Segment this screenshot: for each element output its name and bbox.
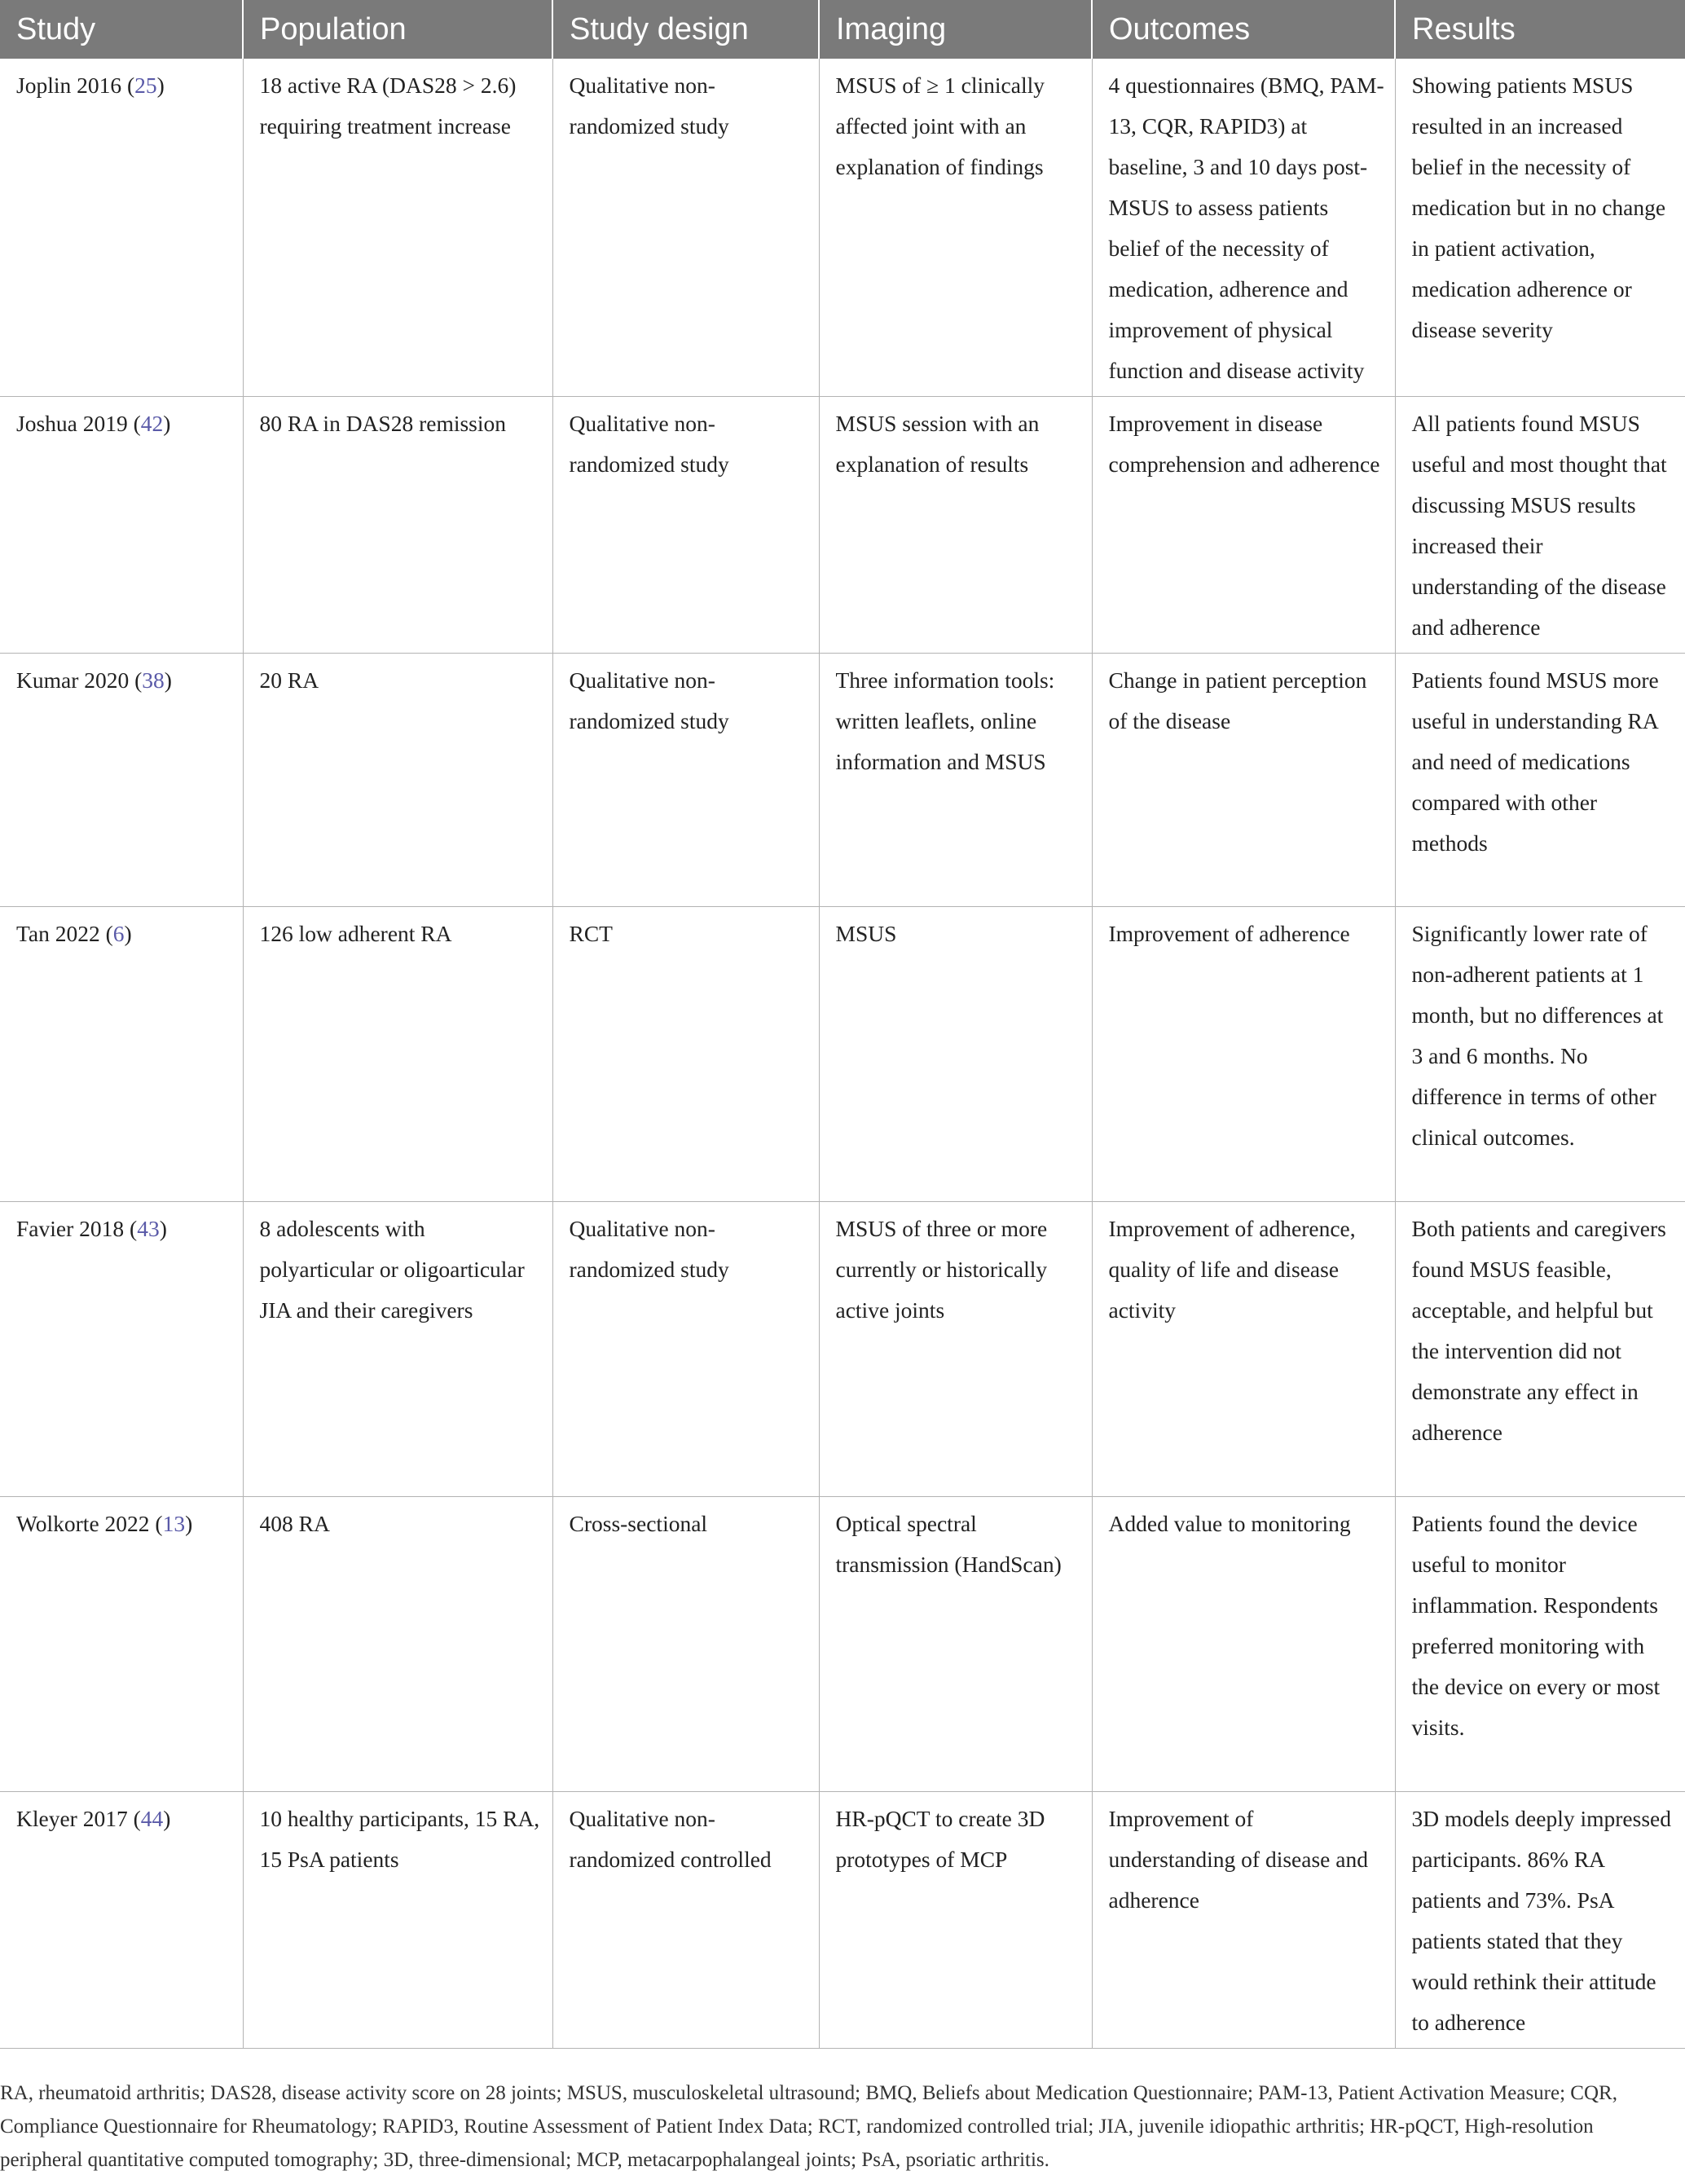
cell-results: Patients found MSUS more useful in understanding RA and need of medications compared with other methods xyxy=(1395,654,1685,907)
table-row xyxy=(0,907,1685,1202)
cell-outcomes: Change in patient perception of the disease xyxy=(1092,654,1395,907)
cell-study-design: Qualitative non-randomized study xyxy=(552,654,819,907)
cell-study-design: Cross-sectional xyxy=(552,1497,819,1792)
table-row xyxy=(0,59,1685,397)
cell-results: Both patients and caregivers found MSUS feasible, acceptable, and helpful but the intervention did not demonstrate any effect in adherence xyxy=(1395,1202,1685,1497)
table-row xyxy=(0,1202,1685,1497)
reference-link[interactable]: 6 xyxy=(112,921,125,946)
table-row xyxy=(0,1497,1685,1792)
cell-imaging: Three information tools: written leaflets, online information and MSUS xyxy=(819,654,1092,907)
cell-imaging: MSUS session with an explanation of results xyxy=(819,397,1092,654)
reference-link[interactable]: 38 xyxy=(142,667,165,693)
study-name: Kumar 2020 xyxy=(16,667,130,693)
header-outcomes: Outcomes xyxy=(1092,0,1395,59)
cell-study: Kumar 2020 (38) xyxy=(0,654,243,907)
cell-population: 18 active RA (DAS28 > 2.6) requiring treatment increase xyxy=(243,59,552,397)
cell-outcomes: Added value to monitoring xyxy=(1092,1497,1395,1792)
reference-link[interactable]: 42 xyxy=(140,411,164,436)
cell-population: 8 adolescents with polyarticular or oligoarticular JIA and their caregivers xyxy=(243,1202,552,1497)
study-name: Joshua 2019 xyxy=(16,411,128,436)
cell-population: 408 RA xyxy=(243,1497,552,1792)
cell-population: 126 low adherent RA xyxy=(243,907,552,1202)
cell-results: Significantly lower rate of non-adherent patients at 1 month, but no differences at 3 and 6 months. No difference in terms of other clinical outcomes. xyxy=(1395,907,1685,1202)
cell-study: Joshua 2019 (42) xyxy=(0,397,243,654)
cell-study: Joplin 2016 (25) xyxy=(0,59,243,397)
table-row xyxy=(0,1792,1685,2049)
cell-study-design: Qualitative non-randomized study xyxy=(552,59,819,397)
table-header-row xyxy=(0,0,1685,59)
cell-imaging: MSUS of ≥ 1 clinically affected joint with an explanation of findings xyxy=(819,59,1092,397)
cell-study-design: Qualitative non-randomized controlled xyxy=(552,1792,819,2049)
cell-population: 10 healthy participants, 15 RA, 15 PsA patients xyxy=(243,1792,552,2049)
cell-results: All patients found MSUS useful and most thought that discussing MSUS results increased their understanding of the disease and adherence xyxy=(1395,397,1685,654)
cell-study: Wolkorte 2022 (13) xyxy=(0,1497,243,1792)
reference-link[interactable]: 13 xyxy=(162,1511,186,1536)
study-name: Kleyer 2017 xyxy=(16,1806,128,1831)
cell-outcomes: Improvement of adherence, quality of life and disease activity xyxy=(1092,1202,1395,1497)
cell-imaging: HR-pQCT to create 3D prototypes of MCP xyxy=(819,1792,1092,2049)
cell-study-design: Qualitative non-randomized study xyxy=(552,397,819,654)
cell-outcomes: Improvement of understanding of disease and adherence xyxy=(1092,1792,1395,2049)
cell-results: Showing patients MSUS resulted in an increased belief in the necessity of medication but in no change in patient activation, medication adherence or disease severity xyxy=(1395,59,1685,397)
header-population: Population xyxy=(243,0,552,59)
cell-outcomes: 4 questionnaires (BMQ, PAM-13, CQR, RAPID3) at baseline, 3 and 10 days post-MSUS to assess patients belief of the necessity of medication, adherence and improvement of physical function and disease activity xyxy=(1092,59,1395,397)
cell-population: 20 RA xyxy=(243,654,552,907)
cell-imaging: Optical spectral transmission (HandScan) xyxy=(819,1497,1092,1792)
header-study-design: Study design xyxy=(552,0,819,59)
header-results: Results xyxy=(1395,0,1685,59)
cell-results: Patients found the device useful to monitor inflammation. Respondents preferred monitoring with the device on every or most visits. xyxy=(1395,1497,1685,1792)
reference-link[interactable]: 25 xyxy=(134,73,157,98)
header-imaging: Imaging xyxy=(819,0,1092,59)
reference-link[interactable]: 44 xyxy=(140,1806,164,1831)
cell-outcomes: Improvement in disease comprehension and adherence xyxy=(1092,397,1395,654)
cell-results: 3D models deeply impressed participants. 86% RA patients and 73%. PsA patients stated that they would rethink their attitude to adherence xyxy=(1395,1792,1685,2049)
table-row xyxy=(0,654,1685,907)
header-study: Study xyxy=(0,0,243,59)
study-name: Joplin 2016 xyxy=(16,73,122,98)
study-name: Wolkorte 2022 xyxy=(16,1511,150,1536)
study-name: Tan 2022 xyxy=(16,921,100,946)
table-footnote: RA, rheumatoid arthritis; DAS28, disease activity score on 28 joints; MSUS, musculoskeletal ultrasound; BMQ, Beliefs about Medication Questionnaire; PAM-13, Patient Activation Measure; CQR, Compliance Questionnaire for Rheumatology; RAPID3, Routine Assessment of Patient Index Data; RCT, randomized controlled trial; JIA, juvenile idiopathic arthritis; HR-pQCT, High-resolution peripheral quantitative computed tomography; 3D, three-dimensional; MCP, metacarpophalangeal joints; PsA, psoriatic arthritis. xyxy=(0,2082,1617,2171)
cell-study: Favier 2018 (43) xyxy=(0,1202,243,1497)
cell-outcomes: Improvement of adherence xyxy=(1092,907,1395,1202)
reference-link[interactable]: 43 xyxy=(137,1216,160,1241)
cell-population: 80 RA in DAS28 remission xyxy=(243,397,552,654)
cell-imaging: MSUS xyxy=(819,907,1092,1202)
table-row xyxy=(0,397,1685,654)
cell-imaging: MSUS of three or more currently or historically active joints xyxy=(819,1202,1092,1497)
cell-study-design: Qualitative non-randomized study xyxy=(552,1202,819,1497)
cell-study-design: RCT xyxy=(552,907,819,1202)
cell-study: Kleyer 2017 (44) xyxy=(0,1792,243,2049)
cell-study: Tan 2022 (6) xyxy=(0,907,243,1202)
study-name: Favier 2018 xyxy=(16,1216,125,1241)
